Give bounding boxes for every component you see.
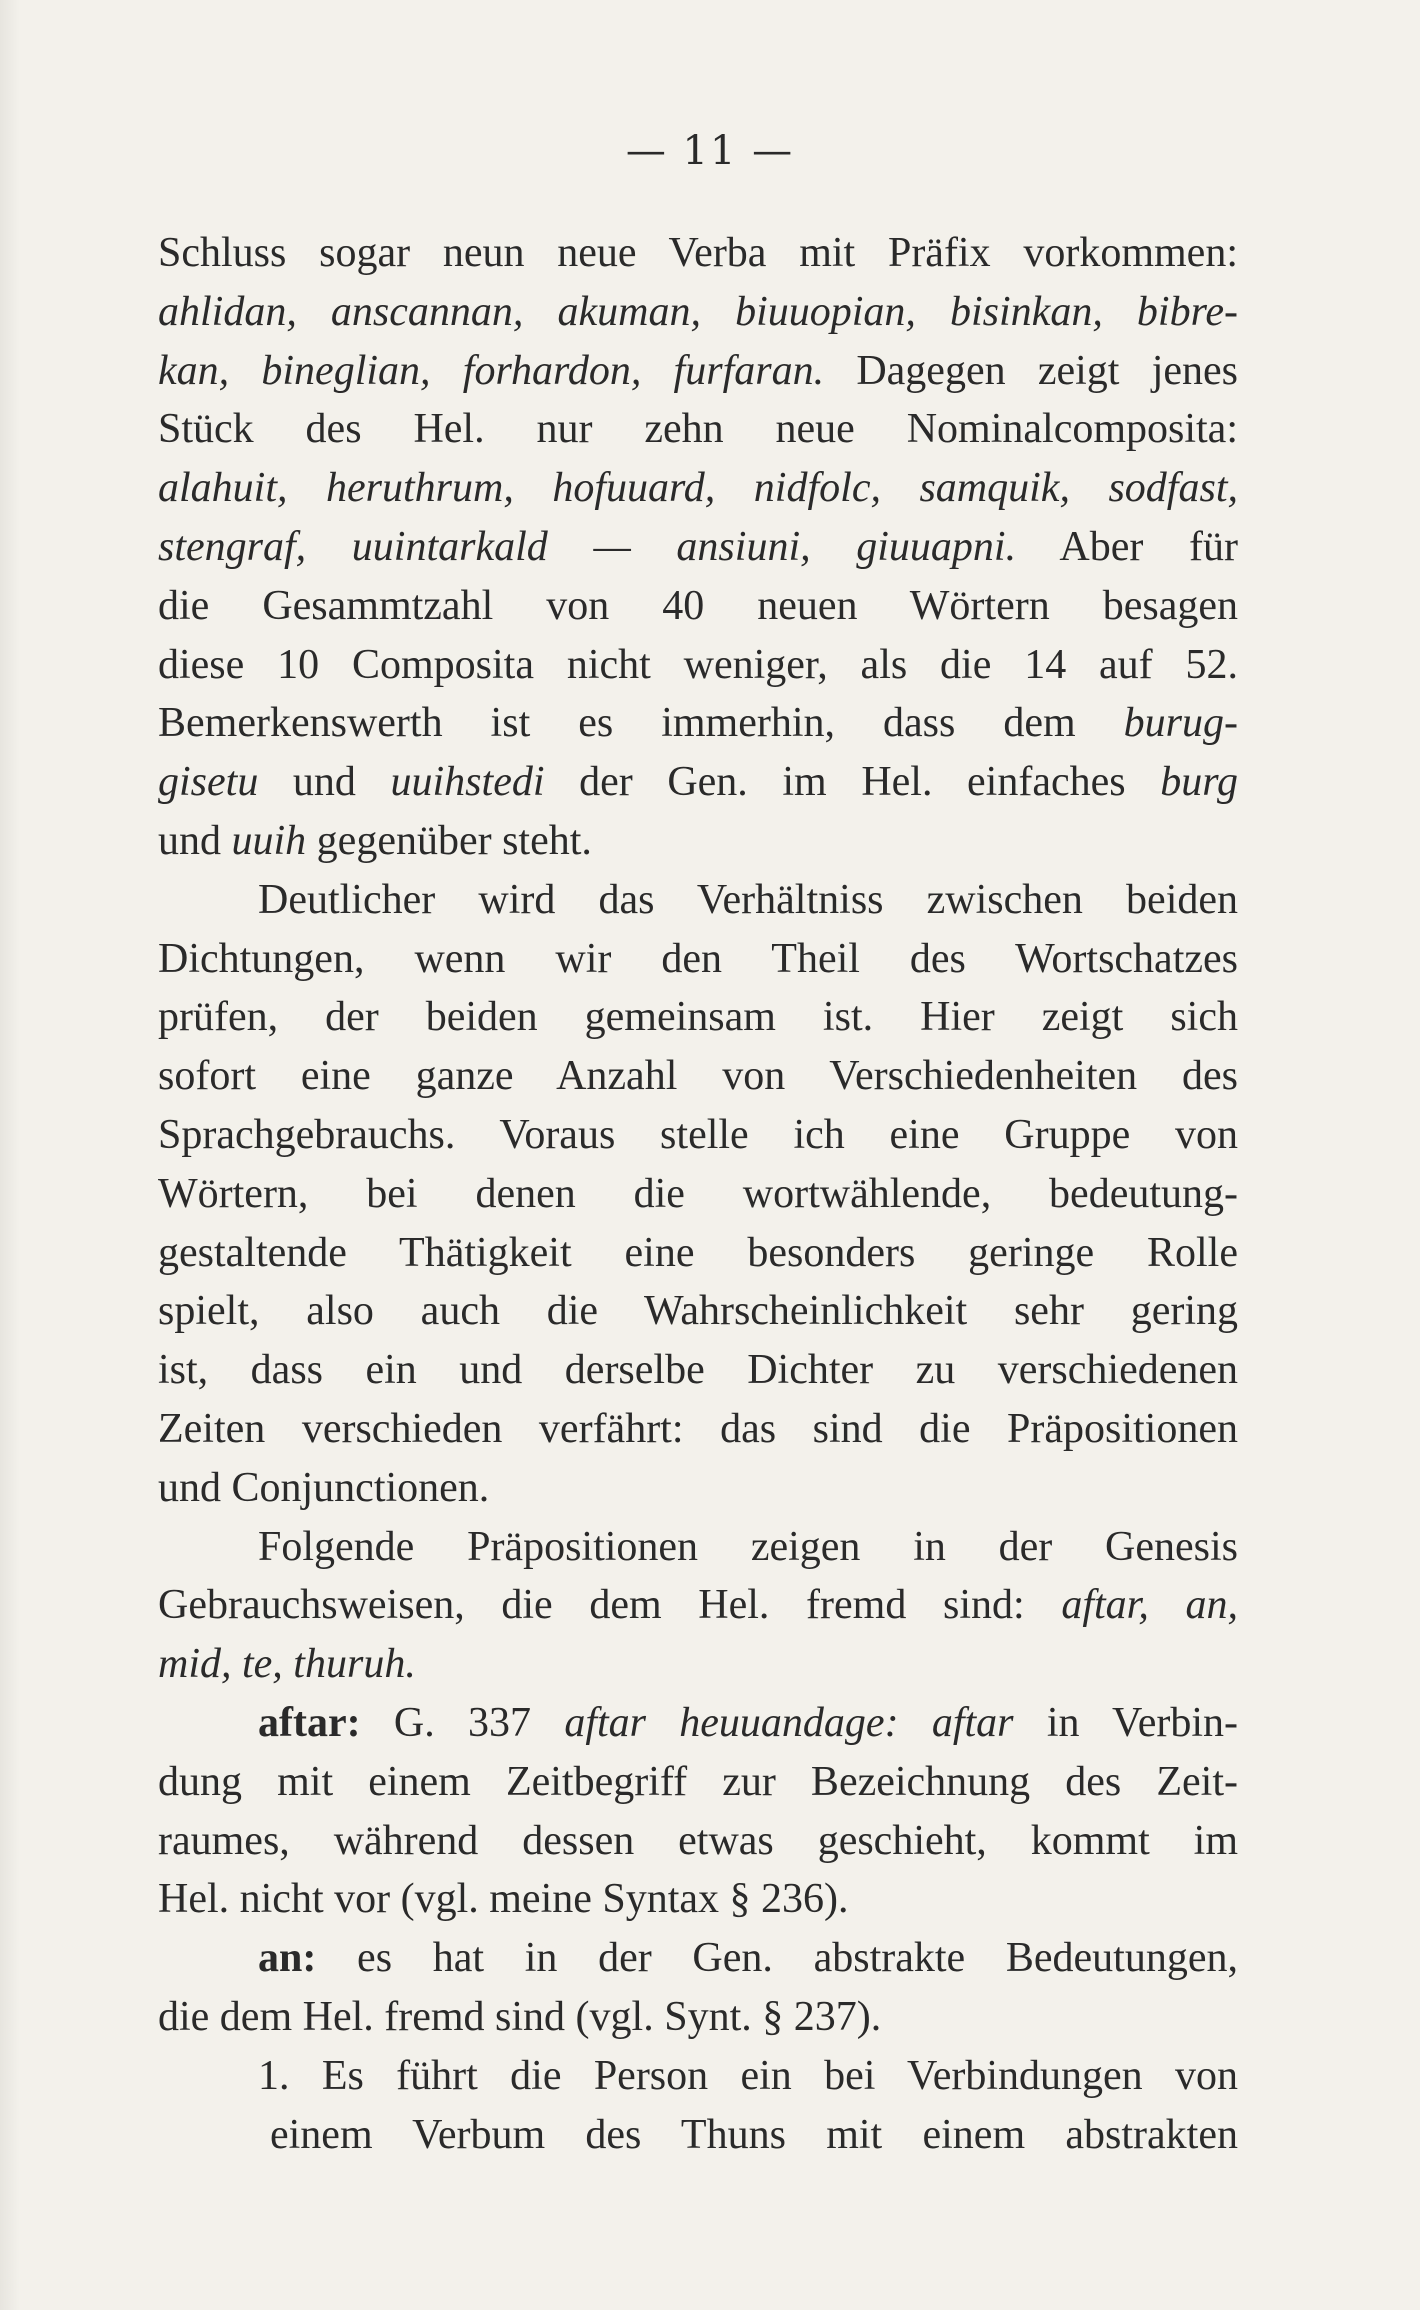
text-line: prüfen, der beiden gemeinsam ist. Hier zeigt sich	[158, 994, 1238, 1041]
text-line: die Gesammtzahl von 40 neuen Wörtern besagen	[158, 582, 1238, 629]
text-line: Wörtern, bei denen die wortwählende, bedeutung-	[158, 1170, 1238, 1217]
body-text	[158, 224, 1238, 2164]
text-line: diese 10 Composita nicht weniger, als die 14 auf 52.	[158, 641, 1238, 688]
text-line: einem Verbum des Thuns mit einem abstrakten	[270, 2111, 1238, 2158]
page-edge-shadow	[0, 0, 20, 2310]
text-line: gisetu und uuihstedi der Gen. im Hel. einfaches burg	[158, 759, 1238, 806]
text-line: die dem Hel. fremd sind (vgl. Synt. § 237).	[158, 1993, 882, 2040]
text-line: Zeiten verschieden verfährt: das sind die Präpositionen	[158, 1405, 1238, 1452]
text-line: Hel. nicht vor (vgl. meine Syntax § 236).	[158, 1876, 849, 1923]
text-line: kan, bineglian, forhardon, furfaran. Dagegen zeigt jenes	[158, 347, 1238, 394]
text-line: Dichtungen, wenn wir den Theil des Wortschatzes	[158, 935, 1238, 982]
text-line: Schluss sogar neun neue Verba mit Präfix vorkommen:	[158, 230, 1238, 276]
text-line: stengraf, uuintarkald — ansiuni, giuuapni. Aber für	[158, 523, 1238, 570]
text-line: an: es hat in der Gen. abstrakte Bedeutungen,	[258, 1935, 1238, 1982]
text-line: Gebrauchsweisen, die dem Hel. fremd sind: aftar, an,	[158, 1582, 1239, 1629]
text-line: sofort eine ganze Anzahl von Verschiedenheiten des	[158, 1053, 1238, 1100]
text-line: Stück des Hel. nur zehn neue Nominalcomposita:	[158, 406, 1238, 453]
text-line: gestaltende Thätigkeit eine besonders geringe Rolle	[158, 1229, 1238, 1276]
text-line: ahlidan, anscannan, akuman, biuuopian, bisinkan, bibre-	[158, 288, 1238, 335]
text-line: und Conjunctionen.	[158, 1464, 490, 1511]
page-number: — 11 —	[625, 128, 795, 174]
text-line: alahuit, heruthrum, hofuuard, nidfolc, samquik, sodfast,	[158, 465, 1238, 512]
text-line: 1. Es führt die Person ein bei Verbindungen von	[258, 2052, 1238, 2099]
text-line: und uuih gegenüber steht.	[158, 817, 592, 864]
text-line: mid, te, thuruh.	[158, 1641, 416, 1688]
text-line: dung mit einem Zeitbegriff zur Bezeichnung des Zeit-	[158, 1758, 1238, 1805]
text-line: raumes, während dessen etwas geschieht, kommt im	[158, 1817, 1238, 1864]
text-line: Folgende Präpositionen zeigen in der Genesis	[258, 1523, 1238, 1570]
text-line: Deutlicher wird das Verhältniss zwischen beiden	[258, 876, 1238, 923]
text-line: aftar: G. 337 aftar heuuandage: aftar in Verbin-	[258, 1699, 1238, 1746]
text-line: spielt, also auch die Wahrscheinlichkeit sehr gering	[158, 1288, 1238, 1335]
text-line: Sprachgebrauchs. Voraus stelle ich eine Gruppe von	[158, 1111, 1238, 1158]
text-line: ist, dass ein und derselbe Dichter zu verschiedenen	[158, 1347, 1238, 1394]
text-line: Bemerkenswerth ist es immerhin, dass dem burug-	[158, 700, 1238, 747]
